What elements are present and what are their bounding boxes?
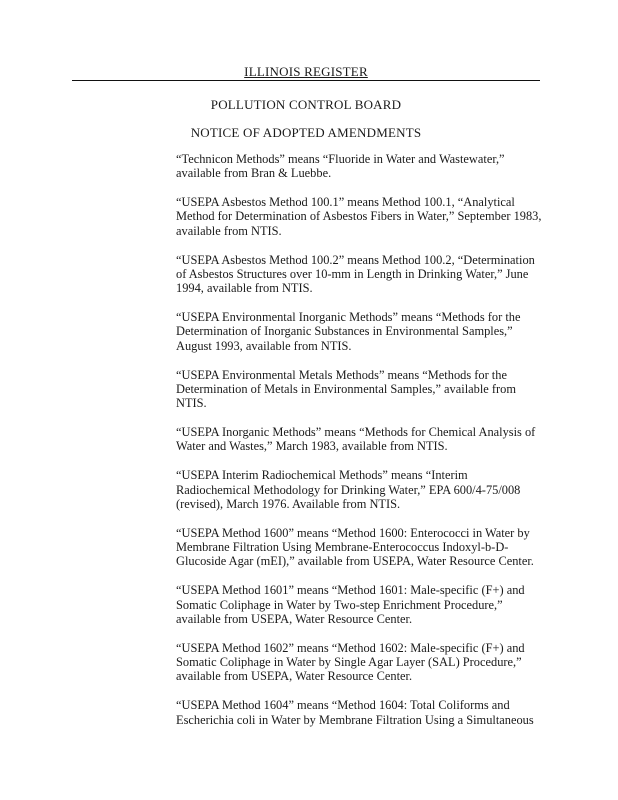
definition-paragraph: “USEPA Asbestos Method 100.1” means Method 100.1, “Analytical Method for Determination of Asbestos Fibers in Water,” September 1983, available from NTIS. [176,195,542,238]
definition-paragraph: “USEPA Method 1601” means “Method 1601: Male-specific (F+) and Somatic Coliphage in Water by Two-step Enrichment Procedure,” available from USEPA, Water Resource Center. [176,583,525,626]
definition-paragraph: “USEPA Inorganic Methods” means “Methods for Chemical Analysis of Water and Wastes,” March 1983, available from NTIS. [176,425,536,454]
definition-paragraph: “USEPA Method 1604” means “Method 1604: Total Coliforms and Escherichia coli in Water by Membrane Filtration Using a Simultaneous [176,698,534,727]
notice-title: NOTICE OF ADOPTED AMENDMENTS [190,125,422,140]
register-title: ILLINOIS REGISTER [244,64,368,79]
definition-paragraph: “USEPA Environmental Metals Methods” means “Methods for the Determination of Metals in Environmental Samples,” available from NTIS. [176,367,516,411]
definition-paragraph: “USEPA Environmental Inorganic Methods” means “Methods for the Determination of Inorganic Substances in Environmental Samples,” August 1993, available from NTIS. [176,310,521,353]
definition-paragraph: “USEPA Asbestos Method 100.2” means Method 100.2, “Determination of Asbestos Structures over 10-mm in Length in Drinking Water,” June 1994, available from NTIS. [176,252,535,296]
definition-paragraph: “Technicon Methods” means “Fluoride in Water and Wastewater,” available from Bran & Luebbe. [176,152,505,181]
register-header [72,64,540,81]
definition-paragraph: “USEPA Method 1602” means “Method 1602: Male-specific (F+) and Somatic Coliphage in Water by Single Agar Layer (SAL) Procedure,” available from USEPA, Water Resource Center. [176,640,525,684]
definitions-list [176,152,544,741]
definition-paragraph: “USEPA Method 1600” means “Method 1600: Enterococci in Water by Membrane Filtration Using Membrane-Enterococcus Indoxyl-b-D-Glucoside Agar (mEI),” available from USEPA, Water Resource Center. [176,525,534,569]
board-title: POLLUTION CONTROL BOARD [210,97,402,112]
definition-paragraph: “USEPA Interim Radiochemical Methods” means “Interim Radiochemical Methodology for Drinking Water,” EPA 600/4-75/008 (revised), March 1976. Available from NTIS. [176,468,521,511]
